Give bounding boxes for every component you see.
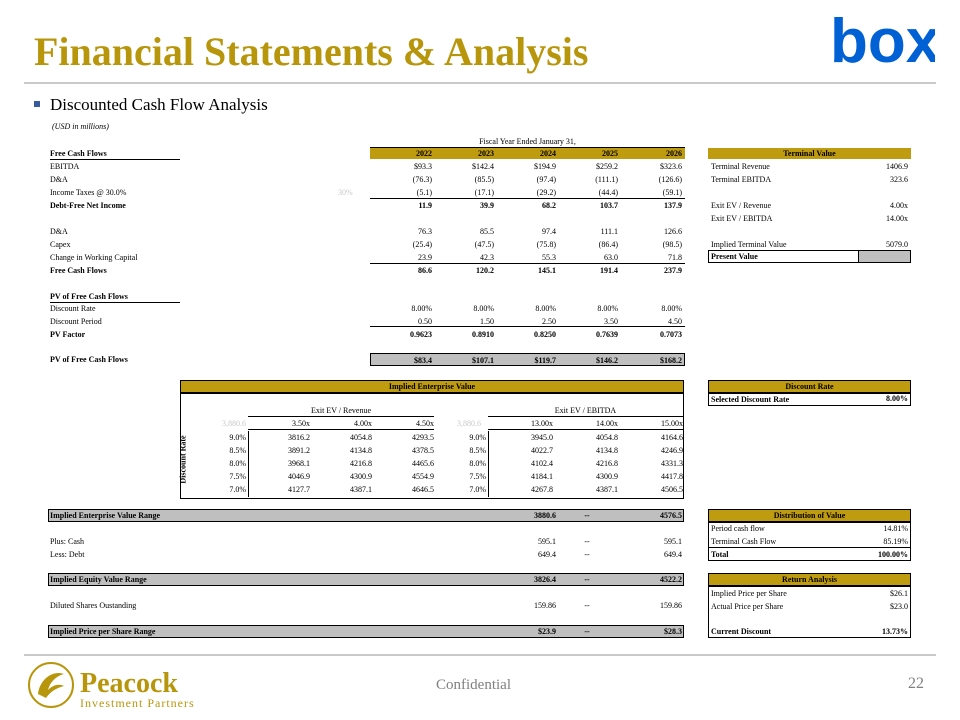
fcf-row-label: Debt-Free Net Income: [50, 201, 126, 210]
ebitda-grid-cell: 4164.6: [661, 433, 683, 442]
rate-row-label: 8.5%: [229, 446, 246, 455]
ebitda-grid-cell: 4506.5: [661, 485, 683, 494]
terminal-row-label: Exit EV / EBITDA: [711, 214, 773, 223]
iev-header: Implied Enterprise Value: [388, 382, 476, 391]
ebitda-grid-cell: 4216.8: [596, 459, 618, 468]
mult-row-underline-2: [488, 429, 683, 430]
year-2022: 2022: [416, 149, 432, 158]
fcf-cell: 191.4: [600, 266, 618, 275]
fcf-cell: (85.5): [474, 175, 494, 184]
rev-multiple: 3.50x: [292, 419, 310, 428]
pv-row-label: PV Factor: [50, 330, 86, 339]
pv-total-cell: $119.7: [534, 356, 556, 365]
ret-row-2-val: $23.0: [890, 602, 908, 611]
ret-row-1-val: $26.1: [890, 589, 908, 598]
pv-cell: 0.9623: [410, 330, 432, 339]
dist-row-2-val: 85.19%: [883, 537, 908, 546]
pv-cell: 3.50: [604, 317, 618, 326]
cash-high: 595.1: [664, 537, 682, 546]
fcf-header-underline: [50, 159, 180, 160]
pv-cell: 8.00%: [597, 304, 618, 313]
rate-row-label: 9.0%: [469, 433, 486, 442]
fcf-row-label: D&A: [50, 175, 68, 184]
pv-cell: 8.00%: [473, 304, 494, 313]
fcf-cell: 145.1: [538, 266, 556, 275]
rev-grid-cell: 4054.8: [350, 433, 372, 442]
fcf-cell: $93.3: [414, 162, 432, 171]
discount-rate-axis: [153, 435, 213, 484]
rate-row-label: 8.0%: [469, 459, 486, 468]
iev-range-low: 3880.6: [534, 511, 556, 520]
fcf-row-label: EBITDA: [50, 162, 80, 171]
fcf-cell: 76.3: [418, 227, 432, 236]
ret-row-3-label: Current Discount: [711, 627, 772, 636]
terminal-row-value: 323.6: [890, 175, 908, 184]
rev-grid-cell: 4387.1: [350, 485, 372, 494]
rev-corner-val: 3,880.6: [222, 419, 246, 428]
price-range-high: $28.3: [664, 627, 682, 636]
fiscal-year-header: Fiscal Year Ended January 31,: [479, 137, 576, 146]
ebitda-multiple: 14.00x: [596, 419, 618, 428]
pv-cell: 8.00%: [411, 304, 432, 313]
confidential-label: Confidential: [436, 677, 511, 693]
fcf-cell: $259.2: [596, 162, 618, 171]
grid-divider: [248, 431, 249, 497]
dist-row-3-label: Total: [711, 550, 729, 559]
fcf-cell: 86.6: [418, 266, 432, 275]
pv-cell: 0.7639: [596, 330, 618, 339]
rate-row-label: 8.0%: [229, 459, 246, 468]
pv-cell: 4.50: [668, 317, 682, 326]
terminal-row-value: 14.00x: [886, 214, 908, 223]
rev-grid-cell: 4293.5: [412, 433, 434, 442]
shares-low: 159.86: [534, 601, 556, 610]
pv-cell: 0.8910: [472, 330, 494, 339]
terminal-row-label: Present Value: [711, 252, 758, 261]
fcf-cell: (111.1): [595, 175, 618, 184]
terminal-header: Terminal Value: [783, 149, 836, 158]
ebitda-multiple: 15.00x: [661, 419, 683, 428]
taxes-underline: [370, 198, 685, 199]
section-bullet: [34, 95, 268, 115]
fcf-cell: (44.4): [598, 188, 618, 197]
terminal-row-label: Exit EV / Revenue: [711, 201, 772, 210]
box-logo: [830, 12, 935, 70]
fcf-cell: 85.5: [480, 227, 494, 236]
peacock-logo-icon: [26, 660, 76, 710]
terminal-row-value: 5079.0: [886, 240, 908, 249]
fcf-cell: 42.3: [480, 253, 494, 262]
rate-row-label: 9.0%: [229, 433, 246, 442]
ebitda-grid-cell: 4267.8: [531, 485, 553, 494]
ebitda-grid-cell: 4102.4: [531, 459, 553, 468]
year-2023: 2023: [478, 149, 494, 158]
rate-row-label: 7.5%: [469, 472, 486, 481]
price-range-sep: --: [584, 627, 590, 636]
selected-discount-value: 8.00%: [886, 394, 908, 403]
box-logo-text: box: [830, 12, 935, 70]
rev-grid-cell: 4465.6: [412, 459, 434, 468]
header-divider: [24, 82, 936, 84]
fcf-cell: 237.9: [664, 266, 682, 275]
dist-row-1-label: Period cash flow: [711, 524, 765, 533]
equity-range-high: 4522.2: [660, 575, 682, 584]
fcf-row-label: Capex: [50, 240, 71, 249]
fcf-cell: 23.9: [418, 253, 432, 262]
fcf-cell: (75.8): [536, 240, 556, 249]
dist-row-1-val: 14.81%: [883, 524, 908, 533]
ebitda-grid-cell: 4184.1: [531, 472, 553, 481]
fcf-cell: $323.6: [660, 162, 682, 171]
ebitda-grid-cell: 4331.3: [661, 459, 683, 468]
pv-cell: 8.00%: [535, 304, 556, 313]
rev-mult-header: Exit EV / Revenue: [310, 406, 372, 415]
terminal-row-label: Terminal EBITDA: [711, 175, 772, 184]
fcf-cell: 39.9: [480, 201, 494, 210]
equity-range-sep: --: [584, 575, 590, 584]
fcf-cell: 103.7: [600, 201, 618, 210]
pv-total-label: PV of Free Cash Flows: [50, 355, 128, 364]
iev-range-high: 4576.5: [660, 511, 682, 520]
rate-row-label: 8.5%: [469, 446, 486, 455]
iev-range-sep: --: [584, 511, 590, 520]
page-title: Financial Statements & Analysis: [34, 29, 589, 74]
debt-label: Less: Debt: [50, 550, 85, 559]
ebitda-header-underline: [488, 416, 683, 417]
rate-row-label: 7.5%: [229, 472, 246, 481]
rate-row-label: 7.0%: [229, 485, 246, 494]
pv-cell: 8.00%: [661, 304, 682, 313]
debt-sep: --: [584, 550, 590, 559]
ebitda-grid-cell: 3945.0: [531, 433, 553, 442]
year-2026: 2026: [666, 149, 682, 158]
ret-row-3-val: 13.73%: [882, 627, 908, 636]
pv-total-cell: $168.2: [660, 356, 682, 365]
fcf-cell: 71.8: [668, 253, 682, 262]
ret-row-1-label: Implied Price per Share: [711, 589, 787, 598]
terminal-row-label: Terminal Revenue: [711, 162, 770, 171]
bullet-square-icon: [34, 101, 40, 107]
shares-high: 159.86: [660, 601, 682, 610]
equity-range-label: Implied Equity Value Range: [50, 575, 147, 584]
fcf-row-label: Income Taxes @ 30.0%: [50, 188, 127, 197]
price-range-low: $23.9: [538, 627, 556, 636]
fcf-cell: $194.9: [534, 162, 556, 171]
fcf-cell: $142.4: [472, 162, 494, 171]
rate-row-label: 7.0%: [469, 485, 486, 494]
fcf-cell: 11.9: [418, 201, 432, 210]
pv-cell: 0.50: [418, 317, 432, 326]
cash-low: 595.1: [538, 537, 556, 546]
dist-row-3-val: 100.00%: [878, 550, 908, 559]
pv-total-cell: $146.2: [596, 356, 618, 365]
fcf-cell: 55.3: [542, 253, 556, 262]
discount-period-underline: [370, 326, 685, 327]
fcf-cell: (59.1): [662, 188, 682, 197]
ebitda-mult-header: Exit EV / EBITDA: [554, 406, 617, 415]
terminal-row-value: 1406.9: [886, 162, 908, 171]
mult-row-underline-1: [248, 429, 434, 430]
present-value-cell: [858, 250, 911, 263]
pv-row-label: Discount Rate: [50, 304, 96, 313]
pv-cell: 0.8250: [534, 330, 556, 339]
shares-label: Diluted Shares Oustanding: [50, 601, 137, 610]
fcf-cell: (5.1): [416, 188, 432, 197]
selected-discount-label: Selected Discount Rate: [711, 395, 790, 404]
pv-header: PV of Free Cash Flows: [50, 292, 128, 301]
ebitda-grid-cell: 4134.8: [596, 446, 618, 455]
distribution-header: Distribution of Value: [773, 511, 846, 520]
ebitda-multiple: 13.00x: [531, 419, 553, 428]
fcf-cell: (97.4): [536, 175, 556, 184]
fcf-cell: (47.5): [474, 240, 494, 249]
year-2025: 2025: [602, 149, 618, 158]
box-logo-icon: [830, 12, 935, 70]
fcf-cell: 120.2: [476, 266, 494, 275]
grid-divider: [488, 431, 489, 497]
fcf-cell: 97.4: [542, 227, 556, 236]
rev-grid-cell: 3816.2: [288, 433, 310, 442]
shares-sep: --: [584, 601, 590, 610]
pv-cell: 2.50: [542, 317, 556, 326]
rev-grid-cell: 4300.9: [350, 472, 372, 481]
tax-rate-faint: 30%: [338, 188, 353, 197]
fcf-cell: (126.6): [658, 175, 682, 184]
fcf-cell: (25.4): [412, 240, 432, 249]
dist-row-2-label: Terminal Cash Flow: [711, 537, 777, 546]
return-header: Return Analysis: [782, 575, 837, 584]
debt-low: 649.4: [538, 550, 556, 559]
rev-grid-cell: 4554.9: [412, 472, 434, 481]
rev-multiple: 4.00x: [354, 419, 372, 428]
fcf-cell: (29.2): [536, 188, 556, 197]
ebitda-grid-cell: 4417.8: [661, 472, 683, 481]
fcf-cell: (98.5): [662, 240, 682, 249]
ebitda-grid-cell: 4054.8: [596, 433, 618, 442]
rev-grid-cell: 4646.5: [412, 485, 434, 494]
terminal-row-value: 4.00x: [890, 201, 908, 210]
rev-grid-cell: 4216.8: [350, 459, 372, 468]
debt-high: 649.4: [664, 550, 682, 559]
ebitda-grid-cell: 4300.9: [596, 472, 618, 481]
rev-grid-cell: 4046.9: [288, 472, 310, 481]
discount-rate-axis-label: Discount Rate: [178, 435, 188, 484]
discount-rate-header: Discount Rate: [785, 382, 834, 391]
cash-sep: --: [584, 537, 590, 546]
terminal-row-label: Implied Terminal Value: [711, 240, 787, 249]
dist-total-line: [708, 547, 911, 548]
fcf-cell: 68.2: [542, 201, 556, 210]
footer-divider: [24, 654, 936, 656]
section-bullet-text: Discounted Cash Flow Analysis: [50, 95, 268, 114]
page-number: 22: [908, 675, 924, 692]
fcf-cell: 126.6: [664, 227, 682, 236]
ebitda-corner-val: 3,880.6: [457, 419, 481, 428]
fcf-header: Free Cash Flows: [50, 149, 107, 158]
peacock-logo-subtext: Investment Partners: [80, 696, 195, 710]
fcf-row-label: D&A: [50, 227, 68, 236]
fcf-cell: 63.0: [604, 253, 618, 262]
pv-cell: 1.50: [480, 317, 494, 326]
ret-row-2-label: Actual Price per Share: [711, 602, 784, 611]
fcf-cell: (86.4): [598, 240, 618, 249]
fcf-row-label: Change in Working Capital: [50, 253, 138, 262]
year-2024: 2024: [540, 149, 556, 158]
equity-range-low: 3826.4: [534, 575, 556, 584]
ebitda-grid-cell: 4387.1: [596, 485, 618, 494]
pv-row-label: Discount Period: [50, 317, 102, 326]
wc-underline: [370, 263, 685, 264]
rev-grid-cell: 3891.2: [288, 446, 310, 455]
rev-multiple: 4.50x: [416, 419, 434, 428]
ebitda-grid-cell: 4246.9: [661, 446, 683, 455]
fcf-cell: (17.1): [474, 188, 494, 197]
peacock-logo-text: Peacock: [80, 668, 178, 699]
iev-range-label: Implied Enterprise Value Range: [50, 511, 161, 520]
rev-grid-cell: 4378.5: [412, 446, 434, 455]
rev-grid-cell: 3968.1: [288, 459, 310, 468]
fcf-cell: 137.9: [664, 201, 682, 210]
pv-total-cell: $83.4: [414, 356, 432, 365]
price-range-label: Implied Price per Share Range: [50, 627, 156, 636]
cash-label: Plus: Cash: [50, 537, 85, 546]
fcf-row-label: Free Cash Flows: [50, 266, 107, 275]
rev-grid-cell: 4127.7: [288, 485, 310, 494]
fcf-cell: 111.1: [600, 227, 618, 236]
units-note: (USD in millions): [52, 122, 109, 131]
fcf-cell: (76.3): [412, 175, 432, 184]
rev-grid-cell: 4134.8: [350, 446, 372, 455]
pv-total-cell: $107.1: [472, 356, 494, 365]
rev-header-underline: [248, 416, 434, 417]
pv-cell: 0.7073: [660, 330, 682, 339]
ebitda-grid-cell: 4022.7: [531, 446, 553, 455]
